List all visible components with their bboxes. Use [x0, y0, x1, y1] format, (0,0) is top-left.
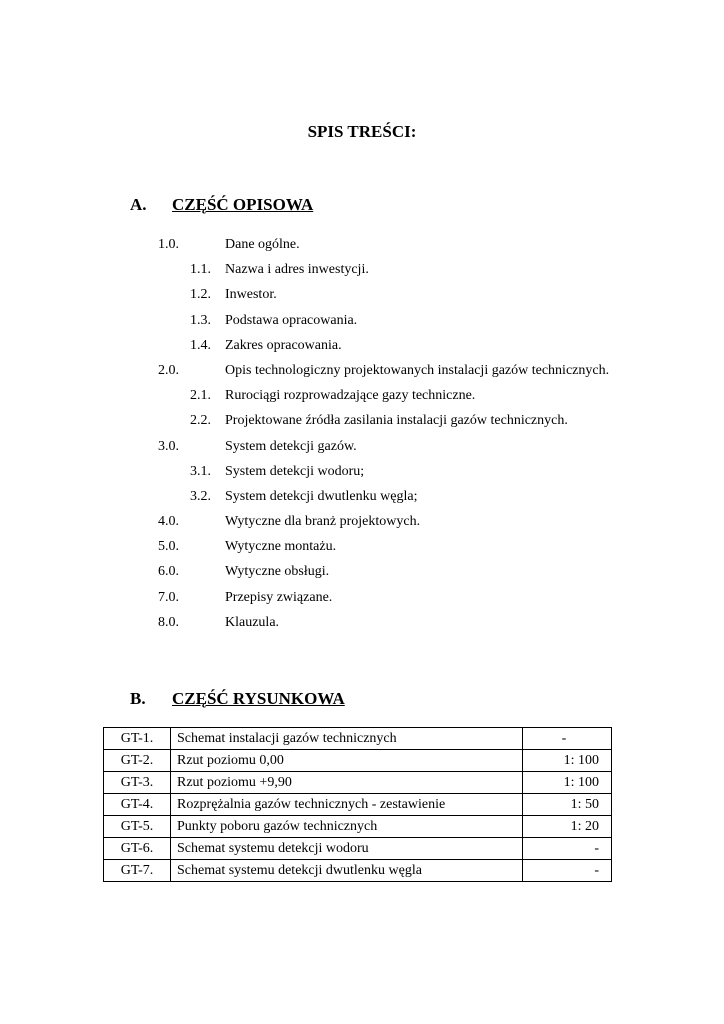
- toc-item-2-1: [0, 386, 724, 411]
- drawing-scale: -: [523, 838, 612, 860]
- toc-item-number: 1.2.: [190, 287, 211, 303]
- section-b-title: CZĘŚĆ RYSUNKOWA: [172, 689, 345, 708]
- toc-item-number: 2.0.: [158, 362, 179, 378]
- table-row: [104, 860, 612, 882]
- section-a-heading: [130, 195, 313, 215]
- toc-item-text: Podstawa opracowania.: [225, 312, 358, 328]
- toc-item-number: 7.0.: [158, 589, 179, 605]
- toc-item-number: 1.3.: [190, 312, 211, 328]
- toc-item-number: 2.2.: [190, 413, 211, 429]
- toc-item-text: System detekcji wodoru;: [225, 463, 365, 479]
- section-b-letter: B.: [130, 689, 146, 708]
- drawings-table: [103, 727, 612, 882]
- toc-item-text: System detekcji gazów.: [225, 438, 357, 454]
- drawing-title: Schemat systemu detekcji dwutlenku węgla: [171, 860, 523, 882]
- toc-item-text: Nazwa i adres inwestycji.: [225, 262, 369, 278]
- toc-item-number: 2.1.: [190, 388, 211, 404]
- table-of-contents: [0, 235, 724, 638]
- toc-item-text: Dane ogólne.: [225, 237, 300, 252]
- drawing-code: GT-7.: [104, 860, 171, 882]
- toc-item-number: 8.0.: [158, 614, 179, 630]
- toc-item-number: 3.1.: [190, 463, 211, 479]
- table-row: [104, 816, 612, 838]
- toc-item-text: Przepisy związane.: [225, 589, 333, 605]
- drawing-code: GT-1.: [104, 728, 171, 750]
- toc-item-8-0: [0, 613, 724, 638]
- table-row: [104, 794, 612, 816]
- toc-item-text: Wytyczne obsługi.: [225, 564, 330, 580]
- toc-item-3-0: [0, 437, 724, 462]
- toc-item-text: Klauzula.: [225, 614, 280, 630]
- drawing-scale: 1: 50: [523, 794, 612, 816]
- toc-item-text: Wytyczne dla branż projektowych.: [225, 514, 421, 530]
- toc-item-1-1: [0, 260, 724, 285]
- drawing-title: Rzut poziomu 0,00: [171, 750, 523, 772]
- toc-item-7-0: [0, 588, 724, 613]
- drawing-code: GT-6.: [104, 838, 171, 860]
- section-b-heading: [130, 689, 345, 709]
- drawing-code: GT-5.: [104, 816, 171, 838]
- drawing-title: Rzut poziomu +9,90: [171, 772, 523, 794]
- toc-item-4-0: [0, 512, 724, 537]
- toc-item-1-4: [0, 336, 724, 361]
- page-title: SPIS TREŚCI:: [307, 122, 417, 141]
- toc-item-number: 3.0.: [158, 438, 179, 454]
- toc-item-number: 6.0.: [158, 564, 179, 580]
- table-row: [104, 728, 612, 750]
- toc-item-number: 4.0.: [158, 514, 179, 530]
- toc-item-text: Rurociągi rozprowadzające gazy techniczne.: [225, 388, 476, 404]
- drawing-scale: 1: 100: [523, 750, 612, 772]
- toc-item-1-3: [0, 311, 724, 336]
- drawing-title: Schemat systemu detekcji wodoru: [171, 838, 523, 860]
- toc-item-number: 3.2.: [190, 488, 211, 504]
- toc-item-number: 1.1.: [190, 262, 211, 278]
- toc-item-text: Inwestor.: [225, 287, 277, 303]
- drawing-code: GT-4.: [104, 794, 171, 816]
- drawing-scale: 1: 100: [523, 772, 612, 794]
- drawing-title: Punkty poboru gazów technicznych: [171, 816, 523, 838]
- toc-item-2-2: [0, 411, 724, 436]
- toc-item-text: Opis technologiczny projektowanych instalacji gazów technicznych.: [225, 362, 610, 378]
- toc-item-3-2: [0, 487, 724, 512]
- toc-item-text: Zakres opracowania.: [225, 337, 342, 353]
- toc-item-text: Wytyczne montażu.: [225, 539, 337, 555]
- section-a-letter: A.: [130, 195, 147, 214]
- drawing-title: Schemat instalacji gazów technicznych: [171, 728, 523, 750]
- drawing-scale: 1: 20: [523, 816, 612, 838]
- drawing-scale: -: [523, 860, 612, 882]
- drawing-code: GT-3.: [104, 772, 171, 794]
- toc-item-number: 1.4.: [190, 337, 211, 353]
- table-row: [104, 772, 612, 794]
- toc-item-text: Projektowane źródła zasilania instalacji gazów technicznych.: [225, 413, 568, 429]
- toc-item-3-1: [0, 462, 724, 487]
- table-row: [104, 750, 612, 772]
- toc-item-number: 5.0.: [158, 539, 179, 555]
- toc-item-number: 1.0.: [158, 237, 179, 252]
- drawing-title: Rozprężalnia gazów technicznych - zestawienie: [171, 794, 523, 816]
- toc-item-1-0: [0, 235, 724, 260]
- section-a-title: CZĘŚĆ OPISOWA: [172, 195, 314, 214]
- toc-item-1-2: [0, 285, 724, 310]
- toc-item-6-0: [0, 562, 724, 587]
- toc-item-text: System detekcji dwutlenku węgla;: [225, 488, 418, 504]
- drawing-code: GT-2.: [104, 750, 171, 772]
- toc-item-5-0: [0, 537, 724, 562]
- toc-item-2-0: [0, 361, 724, 386]
- table-row: [104, 838, 612, 860]
- drawing-scale: -: [523, 728, 612, 750]
